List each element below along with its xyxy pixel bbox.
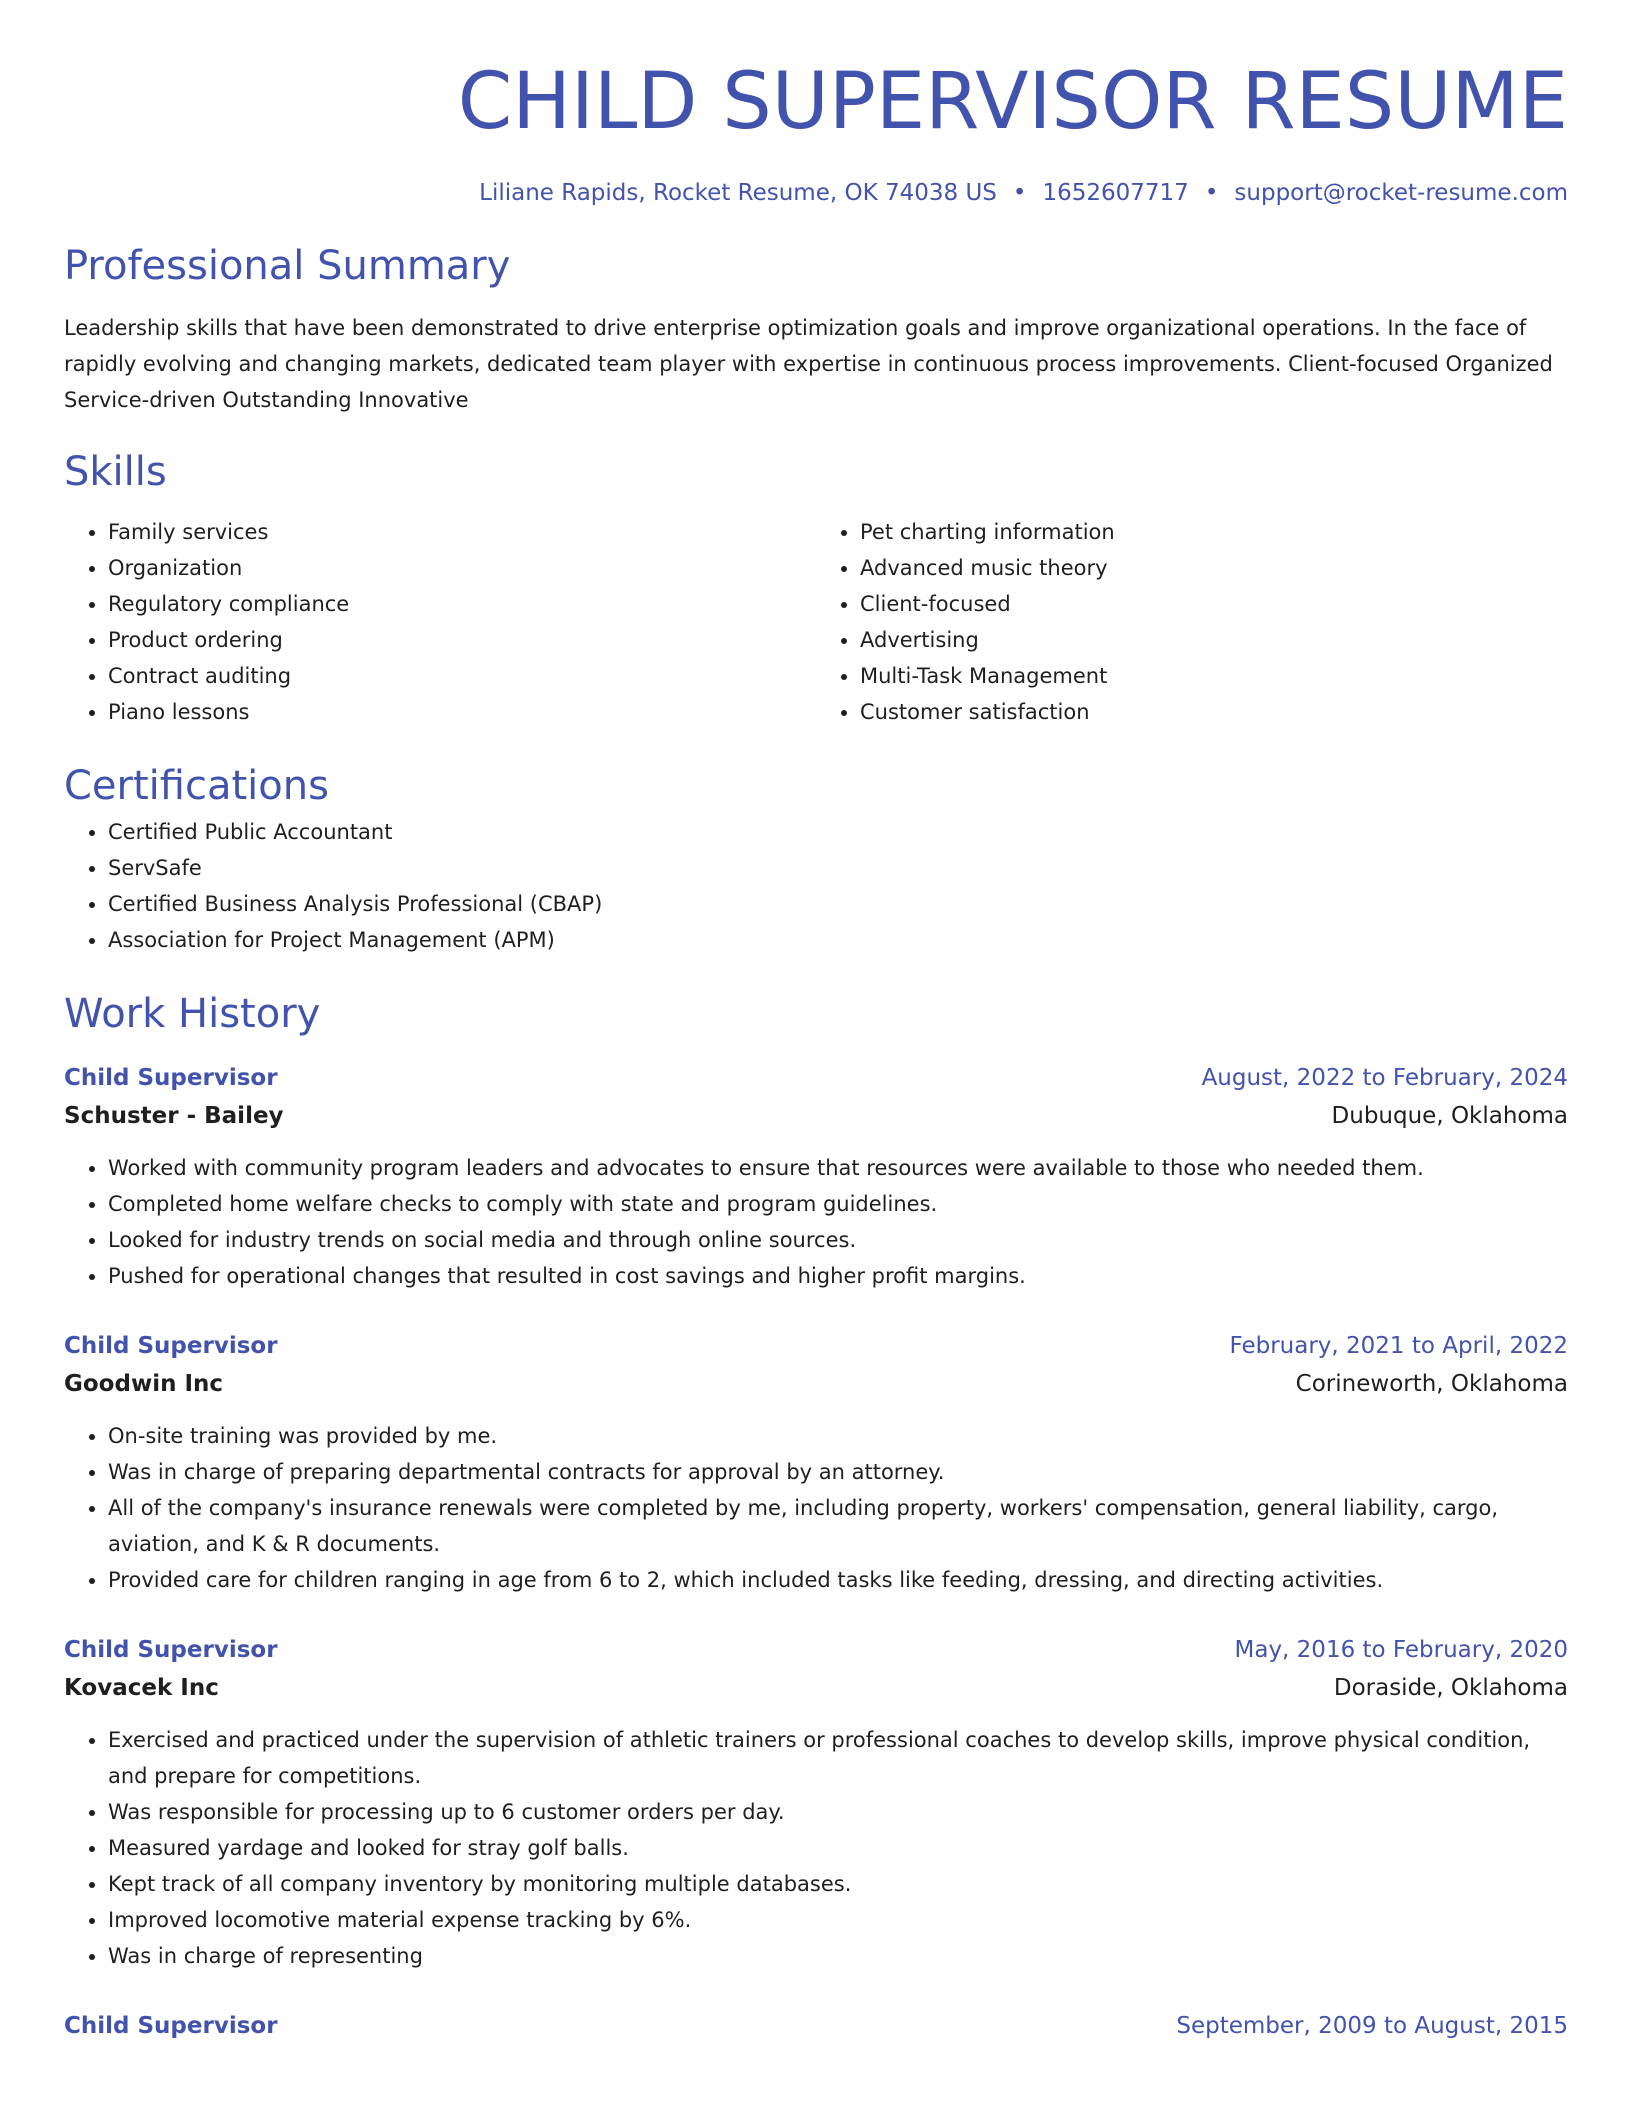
job-entry (64, 2008, 1568, 2044)
skills-grid (64, 514, 1568, 730)
job-company-row (64, 1364, 1568, 1404)
job-company-row (64, 1096, 1568, 1136)
job-duty: • Completed home welfare checks to comply with state and program guidelines. (108, 1186, 1568, 1222)
summary-heading: Professional Summary (64, 243, 511, 289)
skill-item: • Product ordering (108, 622, 816, 658)
job-duty: • Improved locomotive material expense tracking by 6%. (108, 1902, 1568, 1938)
contact-separator: • (1204, 180, 1219, 206)
job-location: Dubuque, Oklahoma (1331, 1103, 1568, 1129)
job-duties-list (64, 1418, 1568, 1598)
skill-item: • Pet charting information (860, 514, 1568, 550)
certifications-heading: Certifications (64, 763, 329, 809)
certifications-list (64, 814, 1568, 958)
summary-text: Leadership skills that have been demonstrated to drive enterprise optimization goals and improve organizational operations. In the face of rapidly evolving and changing markets, dedicated team player with expertise in continuous process improvements. Client-focused Organized Service-driven Outstanding Innovative (64, 316, 1553, 412)
skill-item: • Client-focused (860, 586, 1568, 622)
job-duty: • All of the company's insurance renewals were completed by me, including property, workers' compensation, general liability, cargo, aviation, and K & R documents. (108, 1490, 1568, 1562)
contact-line (64, 176, 1568, 210)
job-duty: • Kept track of all company inventory by monitoring multiple databases. (108, 1866, 1568, 1902)
skill-item: • Advertising (860, 622, 1568, 658)
job-duty: • Worked with community program leaders and advocates to ensure that resources were available to those who needed them. (108, 1150, 1568, 1186)
contact-phone: 1652607717 (1042, 180, 1189, 206)
certification-item: • ServSafe (108, 850, 1568, 886)
job-company-row (64, 1668, 1568, 1708)
job-company: Goodwin Inc (64, 1371, 224, 1397)
job-duty: • Was in charge of representing (108, 1938, 1568, 1974)
job-duty: • Looked for industry trends on social media and through online sources. (108, 1222, 1568, 1258)
resume-title: CHILD SUPERVISOR RESUME (457, 57, 1568, 147)
job-header-row (64, 1632, 1568, 1668)
certification-item: • Association for Project Management (APM) (108, 922, 1568, 958)
job-entry (64, 1060, 1568, 1294)
skill-item: • Piano lessons (108, 694, 816, 730)
contact-separator: • (1012, 180, 1027, 206)
job-position: Child Supervisor (64, 1333, 278, 1359)
skill-item: • Contract auditing (108, 658, 816, 694)
job-duties-list (64, 1722, 1568, 1974)
job-position: Child Supervisor (64, 1637, 278, 1663)
certification-item: • Certified Business Analysis Professional (CBAP) (108, 886, 1568, 922)
contact-address: Liliane Rapids, Rocket Resume, OK 74038 US (479, 180, 997, 206)
job-dates: February, 2021 to April, 2022 (1229, 1333, 1568, 1359)
job-entry (64, 1632, 1568, 1974)
job-duty: • On-site training was provided by me. (108, 1418, 1568, 1454)
skill-item: • Multi-Task Management (860, 658, 1568, 694)
job-duties-list (64, 1150, 1568, 1294)
job-location: Doraside, Oklahoma (1333, 1675, 1568, 1701)
skill-item: • Organization (108, 550, 816, 586)
skill-item: • Family services (108, 514, 816, 550)
contact-email[interactable]: support@rocket-resume.com (1234, 180, 1568, 206)
job-duty: • Measured yardage and looked for stray golf balls. (108, 1830, 1568, 1866)
job-header-row (64, 1328, 1568, 1364)
job-dates: September, 2009 to August, 2015 (1176, 2013, 1568, 2039)
job-entry (64, 1328, 1568, 1598)
work-history-heading: Work History (64, 991, 321, 1037)
skills-list-right (816, 514, 1568, 730)
job-position: Child Supervisor (64, 1065, 278, 1091)
job-position: Child Supervisor (64, 2013, 278, 2039)
job-header-row (64, 1060, 1568, 1096)
job-header-row (64, 2008, 1568, 2044)
job-dates: May, 2016 to February, 2020 (1234, 1637, 1568, 1663)
job-duty: • Was responsible for processing up to 6 customer orders per day. (108, 1794, 1568, 1830)
job-duty: • Was in charge of preparing departmental contracts for approval by an attorney. (108, 1454, 1568, 1490)
skill-item: • Regulatory compliance (108, 586, 816, 622)
job-dates: August, 2022 to February, 2024 (1201, 1065, 1568, 1091)
job-duty: • Provided care for children ranging in age from 6 to 2, which included tasks like feeding, dressing, and directing activities. (108, 1562, 1568, 1598)
job-duty: • Exercised and practiced under the supervision of athletic trainers or professional coaches to develop skills, improve physical condition, and prepare for competitions. (108, 1722, 1568, 1794)
job-location: Corineworth, Oklahoma (1295, 1371, 1568, 1397)
job-duty: • Pushed for operational changes that resulted in cost savings and higher profit margins. (108, 1258, 1568, 1294)
skill-item: • Customer satisfaction (860, 694, 1568, 730)
certification-item: • Certified Public Accountant (108, 814, 1568, 850)
job-company: Kovacek Inc (64, 1675, 219, 1701)
skills-list-left (64, 514, 816, 730)
skill-item: • Advanced music theory (860, 550, 1568, 586)
skills-heading: Skills (64, 449, 167, 495)
job-company: Schuster - Bailey (64, 1103, 284, 1129)
